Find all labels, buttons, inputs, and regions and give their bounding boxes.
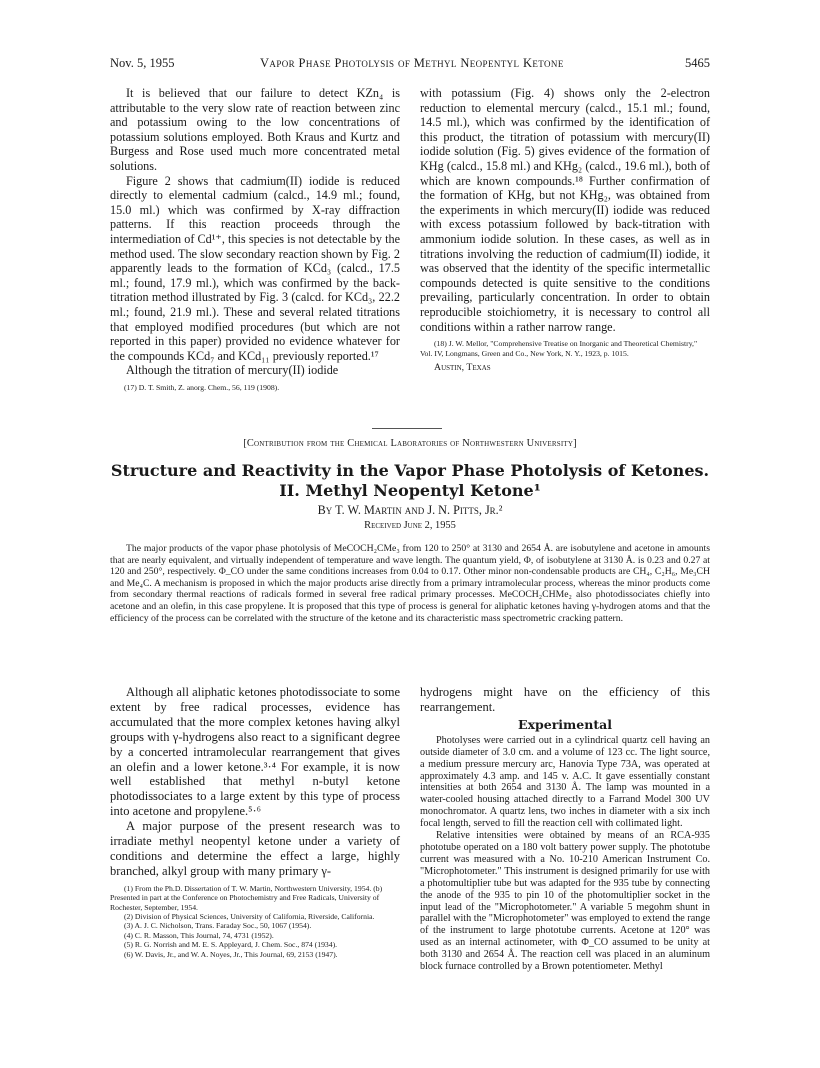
issue-date: Nov. 5, 1955	[110, 56, 175, 70]
body-right-column	[420, 685, 710, 973]
footnote-18: (18) J. W. Mellor, "Comprehensive Treatise on Inorganic and Theoretical Chemistry," Vol. IV, Longmans, Green and Co., New York, N. Y., 1923, p. 1015.	[420, 339, 698, 358]
body-left-column	[110, 685, 400, 959]
paragraph: Although all aliphatic ketones photodissociate to some extent by free radical processes, evidence has accumulated that the more complex ketones having alkyl groups with γ-hydrogens also react to a significant degree by a concerted intramolecular rearrangement that gives an olefin and a lower ketone.³·⁴ For example, it is now well established that methyl n-butyl ketone photodissociates to a large extent by this type of process into acetone and propylene.⁵·⁶	[110, 685, 400, 819]
paragraph: hydrogens might have on the efficiency of this rearrangement.	[420, 685, 710, 714]
running-title: Vapor Phase Photolysis of Methyl Neopentyl Ketone	[260, 56, 564, 70]
received-date: Received June 2, 1955	[364, 520, 456, 531]
paragraph: Figure 2 shows that cadmium(II) iodide is reduced directly to elemental cadmium (calcd., 14.9 ml.; found, 15.0 ml.) which was confirmed by X-ray diffraction patterns. If this reaction proceeds through the intermediation of Cd¹⁺, this species is not detectable by the method used. The slow secondary reaction shown by Fig. 2 apparently leads to the formation of KCd₃ (calcd., 17.5 ml.; found, 17.9 ml.), which was confirmed by the back-titration method illustrated by Fig. 3 (calcd. for KCd₃, 22.2 ml.; found, 21.9 ml.). These and several related titrations that employed modified procedures (but which are not reported in this paper) provided no evidence whatever for the compounds KCd₇ and KCd₁₁ previously reported.¹⁷	[110, 173, 400, 363]
footnote: (3) A. J. C. Nicholson, Trans. Faraday Soc., 50, 1067 (1954).	[124, 921, 312, 931]
article-title: Structure and Reactivity in the Vapor Phase Photolysis of Ketones. II. Methyl Neopentyl Ketone¹	[110, 461, 710, 500]
top-left-column	[110, 86, 400, 392]
byline: By T. W. Martin and J. N. Pitts, Jr.²	[317, 503, 503, 517]
footnote: (5) R. G. Norrish and M. E. S. Appleyard, J. Chem. Soc., 874 (1934).	[124, 940, 338, 950]
footnote: (4) C. R. Masson, This Journal, 74, 4731 (1952).	[124, 930, 274, 940]
experimental-text	[420, 735, 710, 973]
footnote: (6) W. Davis, Jr., and W. A. Noyes, Jr., This Journal, 69, 2153 (1947).	[124, 949, 338, 959]
footnotes	[110, 884, 400, 959]
paragraph: Although the titration of mercury(II) iodide	[126, 363, 339, 378]
running-header	[110, 56, 710, 72]
footnote: (1) From the Ph.D. Dissertation of T. W. Martin, Northwestern University, 1954. (b) Presented in part at the Conference on Photochemistry and Free Radicals, University of Rochester, September, 1954.	[110, 883, 383, 912]
location: Austin, Texas	[434, 361, 491, 373]
paragraph: Relative intensities were obtained by means of an RCA-935 phototube operated on a 180 volt battery power supply. The phototube current was measured with a No. 10-210 American Instrument Co. "Microphotometer." This instrument is designed primarily for use with a photomultiplier tube but was adapted for the 935 tube by connecting the anode of the 935 to pin 10 of the photomultiplier socket in the input lead of the "Microphotometer." A variable 5 megohm shunt in parallel with the "Microphotometer" was employed to extend the range of the instrument to large phototube currents. Acetone at 120° was used as an internal actinometer, with Φ_CO assumed to be unity at both 3130 and 2654 Å. The reaction cell was placed in an aluminum block furnace controlled by a Brown potentiometer. Methyl	[420, 830, 710, 973]
paragraph: with potassium (Fig. 4) shows only the 2-electron reduction to elemental mercury (calcd., 15.1 ml.; found, 14.5 ml.), which was confirmed by the identification of this product, the titration of potassium with mercury(II) iodide solution (Fig. 5) gives evidence of the formation of KHg (calcd., 15.8 ml.) and KHg₂ (calcd., 19.6 ml.), both of which are known compounds.¹⁸ Further confirmation of the formation of KHg, but not KHg₂, was obtained from the experiments in which mercury(II) iodide was reduced with excess potassium followed by back-titration with ammonium iodide solution. In these cases, as well as in titrations involving the reduction of cadmium(II) iodide, it was observed that the identity of the specific intermetallic compounds detected is quite sensitive to the conditions prevailing, particularly concentration. In order to obtain reproducible stoichiometry, it is necessary to control all conditions within a rather narrow range.	[420, 86, 710, 334]
paragraph: Photolyses were carried out in a cylindrical quartz cell having an outside diameter of 3.0 cm. and a volume of 123 cc. The light source, a medium pressure mercury arc, Hanovia Type 73A, was operated at approximately 4.3 amp. and 145 v. A.C. It gave essentially constant intensities at both 2654 and 3130 Å. The lamp was mounted in a water-cooled housing attached directly to a Farrand Model 300 UV monochromator. A quartz lens, two inches in diameter with a six inch focal length, served to fill the reaction cell with collimated light.	[420, 734, 710, 830]
footnote: (2) Division of Physical Sciences, University of California, Riverside, California.	[124, 912, 375, 921]
page-number: 5465	[685, 56, 710, 70]
top-right-column	[420, 86, 710, 372]
footnote-17: (17) D. T. Smith, Z. anorg. Chem., 56, 119 (1908).	[124, 382, 280, 392]
section-divider	[372, 428, 442, 429]
paragraph: A major purpose of the present research was to irradiate methyl neopentyl ketone under a variety of conditions and determine the effect a large, highly branched, alkyl group with many primary γ-	[110, 819, 400, 878]
section-heading: Experimental	[518, 716, 612, 732]
abstract: The major products of the vapor phase photolysis of MeCOCH₂CMe₃ from 120 to 250° at 3130 and 2654 Å. are isobutylene and acetone in amounts that are nearly equivalent, and virtually independent of temperature and wave length. The quantum yield, Φ, of isobutylene at 3130 Å. is 0.23 and 0.27 at 120 and 250°, respectively. Φ_CO under the same conditions increases from 0.04 to 0.17. Other minor non-condensable products are CH₄, C₂H₆, Me₃CH and Me₄C. A mechanism is proposed in which the major products arise directly from a primary intramolecular process, whereas the minor products come from secondary thermal reactions of radicals formed in several free radical primary processes. MeCOCH₂CHMe₂ also photodissociates chiefly into acetone and an olefin, in this case propylene. It is proposed that this type of process is general for aliphatic ketones having γ-hydrogen atoms and that the efficiency of the process can be correlated with the structure of the ketone and its characteristic mass spectrometric cracking pattern.	[110, 543, 710, 624]
contribution-line: [Contribution from the Chemical Laboratories of Northwestern University]	[243, 438, 577, 449]
paragraph: It is believed that our failure to detect KZn₄ is attributable to the very slow rate of reaction between zinc and potassium owing to the low concentrations of potassium solutions employed. Both Kraus and Kurtz and Burgess and Rose used much more concentrated metal solutions.	[110, 86, 400, 173]
